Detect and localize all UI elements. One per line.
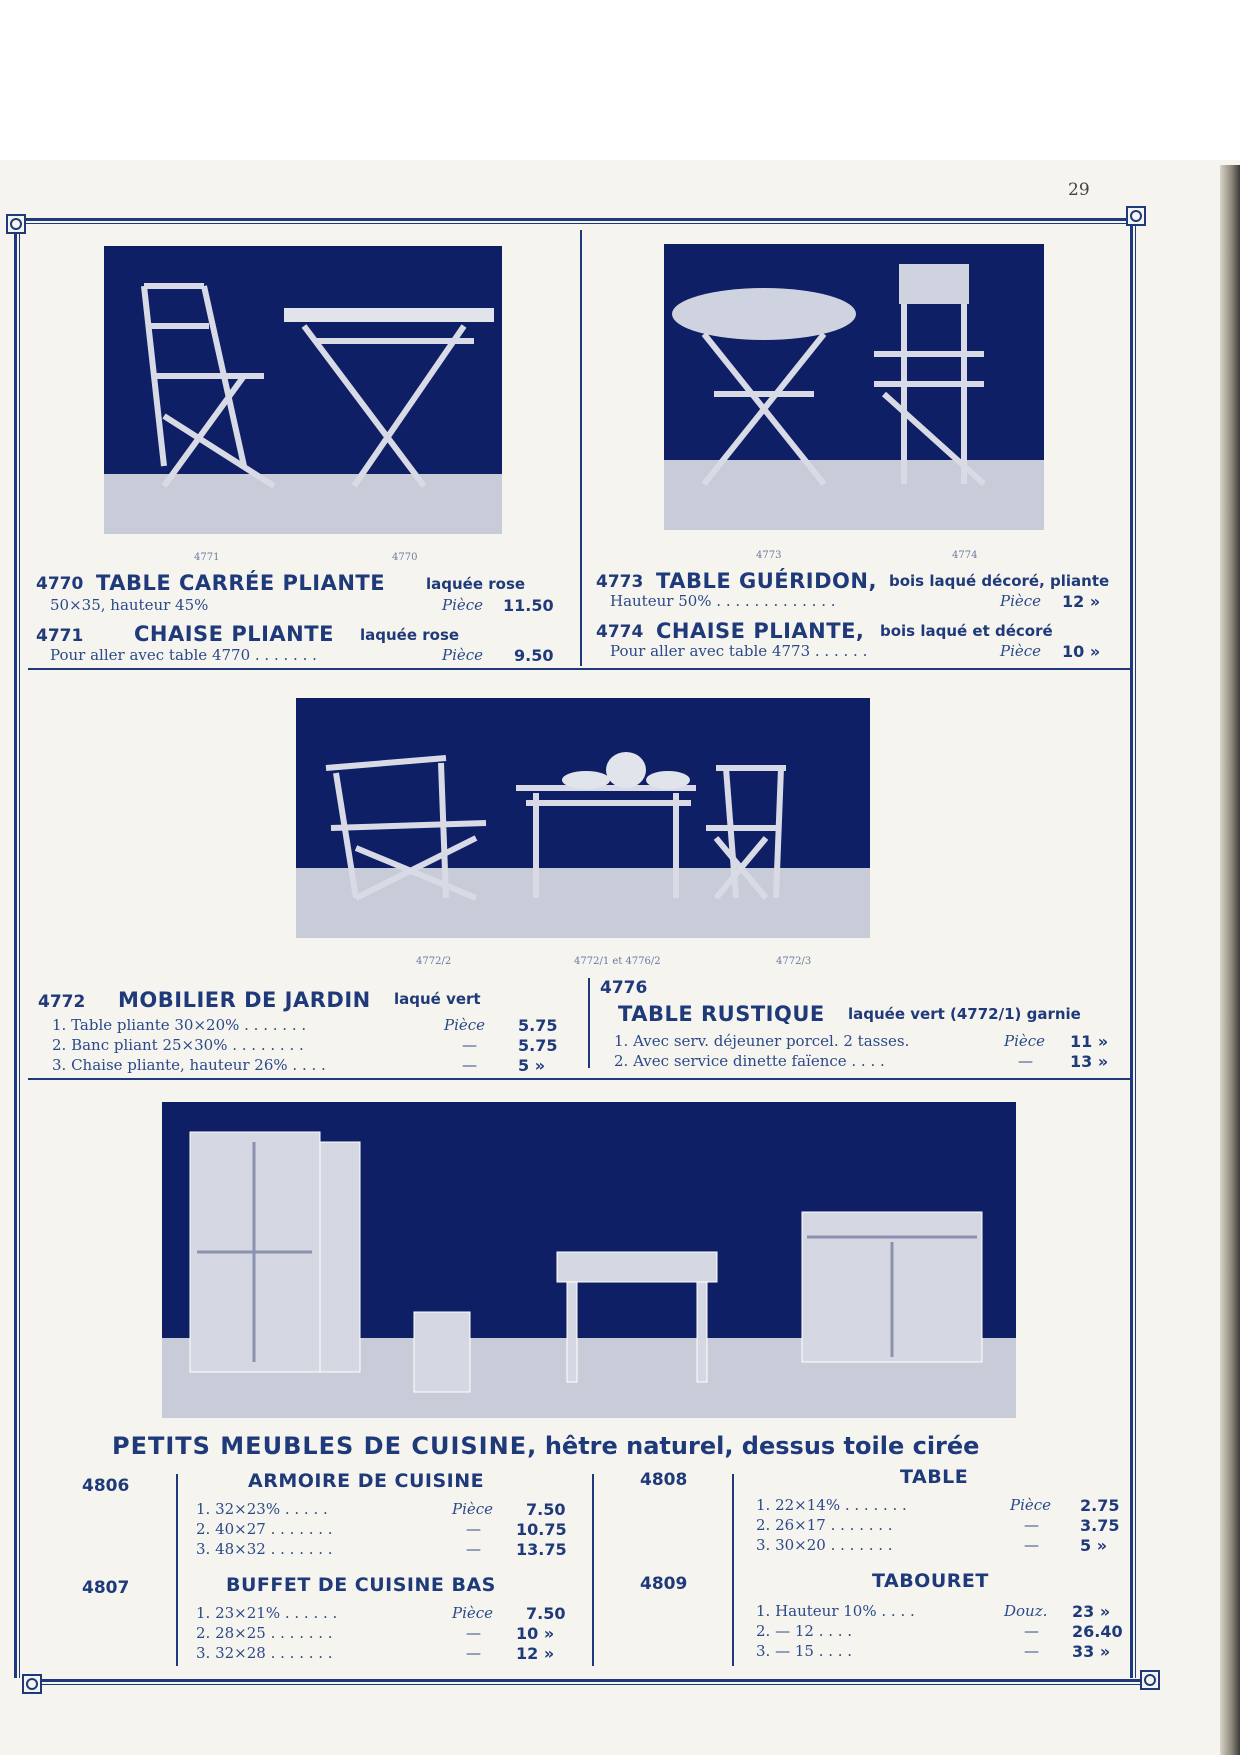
item-title: CHAISE PLIANTE xyxy=(134,622,334,646)
item-description: laquée rose xyxy=(426,575,526,593)
item-number: 4809 xyxy=(640,1574,688,1594)
item-line: 2. 28×25 . . . . . . . xyxy=(196,1624,333,1642)
item-price: 12 » xyxy=(1062,592,1101,611)
item-description: bois laqué décoré, pliante xyxy=(889,572,1110,590)
item-price: 7.50 xyxy=(526,1500,566,1519)
section-heading-bold: PETITS MEUBLES DE CUISINE, xyxy=(112,1432,538,1460)
item-unit: — xyxy=(466,1540,481,1558)
item-price: 10 » xyxy=(1062,642,1101,661)
column-divider xyxy=(592,1474,594,1666)
item-number: 4772 xyxy=(38,992,86,1012)
item-line: 3. 32×28 . . . . . . . xyxy=(196,1644,333,1662)
item-unit: Pièce xyxy=(1010,1496,1052,1514)
item-price: 12 » xyxy=(516,1644,555,1663)
photo-caption: 4770 xyxy=(392,552,418,563)
item-title: MOBILIER DE JARDIN xyxy=(118,988,371,1012)
item-description: bois laqué et décoré xyxy=(880,622,1053,640)
item-price: 2.75 xyxy=(1080,1496,1120,1515)
item-number: 4774 xyxy=(596,622,644,642)
item-price: 23 » xyxy=(1072,1602,1111,1621)
item-line: 2. — 12 . . . . xyxy=(756,1622,853,1640)
item-title: TABLE xyxy=(900,1466,969,1488)
item-number: 4776 xyxy=(600,978,648,998)
column-divider xyxy=(732,1474,734,1666)
item-unit: — xyxy=(466,1624,481,1642)
item-line: 3. 48×32 . . . . . . . xyxy=(196,1540,333,1558)
item-unit: — xyxy=(462,1036,477,1054)
item-number: 4773 xyxy=(596,572,644,592)
item-unit: — xyxy=(462,1056,477,1074)
section-divider xyxy=(28,1078,1132,1080)
item-unit: — xyxy=(1024,1536,1039,1554)
photo-caption: 4773 xyxy=(756,550,782,561)
item-line: Pour aller avec table 4770 . . . . . . . xyxy=(50,646,317,664)
item-line: 2. 26×17 . . . . . . . xyxy=(756,1516,893,1534)
corner-ornament-icon xyxy=(22,1674,42,1694)
section-heading xyxy=(112,1432,979,1460)
item-price: 3.75 xyxy=(1080,1516,1120,1535)
item-line: 1. 32×23% . . . . . xyxy=(196,1500,328,1518)
item-price: 5 » xyxy=(1080,1536,1108,1555)
page-edge xyxy=(1220,165,1240,1755)
item-unit: Pièce xyxy=(1000,592,1042,610)
item-price: 11.50 xyxy=(503,596,554,615)
item-number: 4806 xyxy=(82,1476,130,1496)
item-unit: Pièce xyxy=(452,1604,494,1622)
corner-ornament-icon xyxy=(1126,206,1146,226)
item-price: 13.75 xyxy=(516,1540,567,1559)
item-title: TABLE GUÉRIDON, xyxy=(656,569,877,593)
section-heading-rest: hêtre naturel, dessus toile cirée xyxy=(544,1432,980,1460)
item-unit: Pièce xyxy=(442,646,484,664)
item-unit: — xyxy=(1018,1052,1033,1070)
item-unit: — xyxy=(1024,1516,1039,1534)
item-line: 1. 22×14% . . . . . . . xyxy=(756,1496,907,1514)
column-divider xyxy=(176,1474,178,1666)
item-line: 3. — 15 . . . . xyxy=(756,1642,853,1660)
item-title: ARMOIRE DE CUISINE xyxy=(248,1470,485,1492)
item-line: 1. Avec serv. déjeuner porcel. 2 tasses. xyxy=(614,1032,910,1050)
column-divider xyxy=(588,978,590,1068)
frame-top xyxy=(22,218,1140,221)
photo-caption: 4772/1 et 4776/2 xyxy=(574,956,661,967)
product-photo-4772-4776 xyxy=(296,698,870,938)
item-line: 2. 40×27 . . . . . . . xyxy=(196,1520,333,1538)
item-description: laqué vert xyxy=(394,990,481,1008)
frame-right xyxy=(1130,226,1133,1678)
product-photo-kitchen xyxy=(162,1102,1016,1418)
item-number: 4808 xyxy=(640,1470,688,1490)
item-price: 5.75 xyxy=(518,1036,558,1055)
item-price: 26.40 xyxy=(1072,1622,1123,1641)
item-price: 13 » xyxy=(1070,1052,1109,1071)
item-price: 33 » xyxy=(1072,1642,1111,1661)
item-unit: — xyxy=(1024,1622,1039,1640)
item-description: laquée rose xyxy=(360,626,460,644)
item-price: 9.50 xyxy=(514,646,554,665)
item-line: 1. 23×21% . . . . . . xyxy=(196,1604,338,1622)
product-photo-4773-4774 xyxy=(664,244,1044,530)
photo-caption: 4772/3 xyxy=(776,956,812,967)
item-description: laquée vert (4772/1) garnie xyxy=(848,1005,1081,1023)
item-price: 11 » xyxy=(1070,1032,1109,1051)
item-number: 4770 xyxy=(36,574,84,594)
frame-left xyxy=(14,226,17,1678)
page-number: 29 xyxy=(1068,180,1090,200)
column-divider xyxy=(580,230,582,666)
item-line: 3. Chaise pliante, hauteur 26% . . . . xyxy=(52,1056,326,1074)
item-number: 4771 xyxy=(36,626,84,646)
item-unit: — xyxy=(466,1644,481,1662)
item-unit: — xyxy=(1024,1642,1039,1660)
item-price: 7.50 xyxy=(526,1604,566,1623)
item-unit: Pièce xyxy=(444,1016,486,1034)
item-unit: Pièce xyxy=(1000,642,1042,660)
item-title: TABOURET xyxy=(872,1570,989,1592)
item-line: 2. Banc pliant 25×30% . . . . . . . . xyxy=(52,1036,304,1054)
photo-caption: 4771 xyxy=(194,552,220,563)
corner-ornament-icon xyxy=(6,214,26,234)
item-line: 50×35, hauteur 45% xyxy=(50,596,209,614)
item-title: CHAISE PLIANTE, xyxy=(656,619,865,643)
item-line: Pour aller avec table 4773 . . . . . . xyxy=(610,642,868,660)
section-divider xyxy=(28,668,1132,670)
item-line: 1. Table pliante 30×20% . . . . . . . xyxy=(52,1016,307,1034)
item-unit: — xyxy=(466,1520,481,1538)
photo-caption: 4772/2 xyxy=(416,956,452,967)
item-title: TABLE CARRÉE PLIANTE xyxy=(96,571,386,595)
item-line: 1. Hauteur 10% . . . . xyxy=(756,1602,915,1620)
item-title: BUFFET DE CUISINE BAS xyxy=(226,1574,496,1596)
photo-caption: 4774 xyxy=(952,550,978,561)
item-line: 2. Avec service dinette faïence . . . . xyxy=(614,1052,885,1070)
item-price: 10 » xyxy=(516,1624,555,1643)
item-line: Hauteur 50% . . . . . . . . . . . . . xyxy=(610,592,836,610)
item-unit: Pièce xyxy=(442,596,484,614)
item-unit: Pièce xyxy=(452,1500,494,1518)
item-number: 4807 xyxy=(82,1578,130,1598)
item-unit: Pièce xyxy=(1004,1032,1046,1050)
corner-ornament-icon xyxy=(1140,1670,1160,1690)
item-price: 5.75 xyxy=(518,1016,558,1035)
item-unit: Douz. xyxy=(1004,1602,1048,1620)
item-line: 3. 30×20 . . . . . . . xyxy=(756,1536,893,1554)
item-price: 10.75 xyxy=(516,1520,567,1539)
item-price: 5 » xyxy=(518,1056,546,1075)
frame-bottom xyxy=(22,1679,1140,1682)
item-title: TABLE RUSTIQUE xyxy=(618,1002,825,1026)
product-photo-4770-4771 xyxy=(104,246,502,534)
